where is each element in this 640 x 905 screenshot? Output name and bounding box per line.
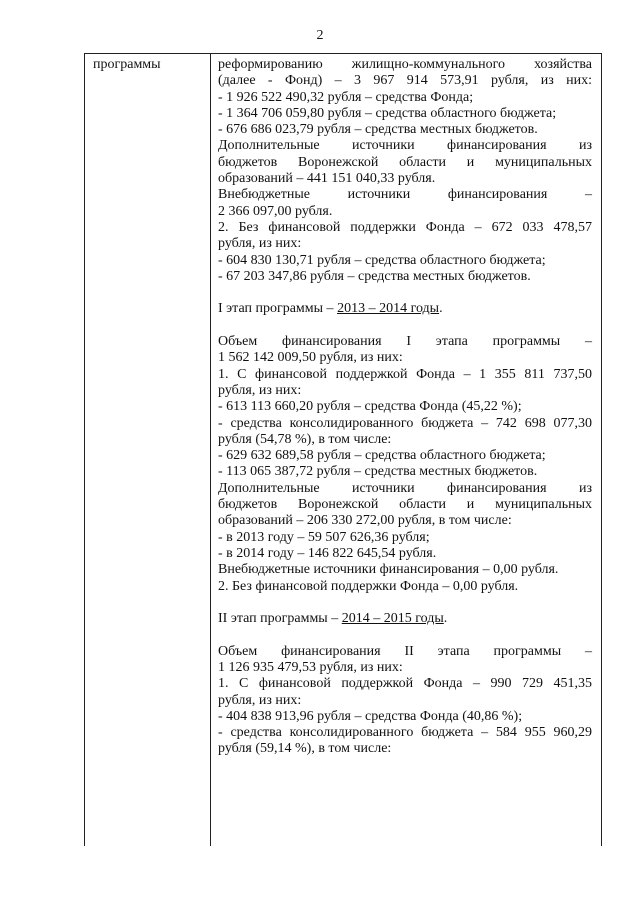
text-line: реформированию жилищно-коммунального хозяйства (218, 57, 592, 72)
text-line: 2. Без финансовой поддержки Фонда – 0,00 рубля. (218, 578, 519, 594)
text-line: Внебюджетные источники финансирования – (218, 187, 592, 203)
stage-heading-prefix: I этап программы – (218, 301, 338, 317)
blank-line (218, 285, 592, 301)
text-line: 1. С финансовой поддержкой Фонда – 1 355 811 737,50 (218, 366, 592, 382)
text-line: Дополнительные источники финансирования из (218, 138, 592, 154)
text-line: - 604 830 130,71 рубля – средства областного бюджета; (218, 252, 546, 268)
stage-years: 2014 – 2015 годы (341, 611, 444, 627)
text-line: образований – 206 330 272,00 рубля, в том числе: (218, 513, 512, 529)
financing-table (84, 53, 602, 846)
stage-years: 2013 – 2014 годы (337, 301, 440, 317)
text-line: - 404 838 913,96 рубля – средства Фонда (40,86 %); (218, 708, 523, 724)
text-line: рубля (54,78 %), в том числе: (218, 431, 392, 447)
text-line: 1 126 935 479,53 рубля, из них: (218, 659, 403, 675)
text-line: - 613 113 660,20 рубля – средства Фонда (45,22 %); (218, 399, 522, 415)
text-line: 1 562 142 009,50 рубля, из них: (218, 350, 403, 366)
text-line: рубля, из них: (218, 692, 302, 708)
text-line: Объем финансирования I этапа программы – (218, 334, 592, 350)
text-line: (далее - Фонд) – 3 967 914 573,91 рубля, из них: (218, 73, 592, 89)
text-line: рубля, из них: (218, 236, 302, 252)
text-line: - 1 926 522 490,32 рубля – средства Фонда; (218, 89, 474, 105)
text-line: рубля, из них: (218, 382, 302, 398)
text-line: - 629 632 689,58 рубля – средства областного бюджета; (218, 448, 546, 464)
stage-heading-suffix: . (439, 301, 443, 317)
blank-line (218, 595, 592, 611)
text-line: образований – 441 151 040,33 рубля. (218, 171, 436, 187)
stage-heading-prefix: II этап программы – (218, 611, 342, 627)
text-line: Объем финансирования II этапа программы – (218, 643, 592, 659)
text-line: Дополнительные источники финансирования из (218, 480, 592, 496)
text-line: - средства консолидированного бюджета – 742 698 077,30 (218, 415, 592, 431)
text-line: - в 2013 году – 59 507 626,36 рубля; (218, 529, 430, 545)
text-line: рубля (59,14 %), в том числе: (218, 741, 392, 757)
stage-heading-suffix: . (443, 611, 448, 627)
blank-line (218, 627, 592, 643)
text-line: Внебюджетные источники финансирования – 0,00 рубля. (218, 562, 559, 578)
text-line: 1. С финансовой поддержкой Фонда – 990 729 451,35 (218, 676, 592, 692)
page-number: 2 (316, 28, 324, 43)
text-line: - 676 686 023,79 рубля – средства местных бюджетов. (218, 122, 538, 138)
financing-description (218, 57, 592, 758)
text-line: 2 366 097,00 рубля. (218, 203, 333, 219)
text-line: бюджетов Воронежской области и муниципальных (218, 154, 592, 170)
text-line: бюджетов Воронежской области и муниципальных (218, 497, 592, 513)
text-line: - 1 364 706 059,80 рубля – средства областного бюджета; (218, 105, 557, 121)
row-label: программы (93, 57, 161, 72)
text-line: - средства консолидированного бюджета – 584 955 960,29 (218, 725, 592, 741)
text-line: 2. Без финансовой поддержки Фонда – 672 033 478,57 (218, 219, 592, 235)
text-line: - 113 065 387,72 рубля – средства местных бюджетов. (218, 464, 538, 480)
text-line: - 67 203 347,86 рубля – средства местных бюджетов. (218, 268, 531, 284)
blank-line (218, 318, 592, 334)
stage-heading (218, 611, 592, 627)
column-divider (210, 54, 211, 846)
text-line: - в 2014 году – 146 822 645,54 рубля. (218, 545, 437, 561)
stage-heading (218, 301, 592, 317)
